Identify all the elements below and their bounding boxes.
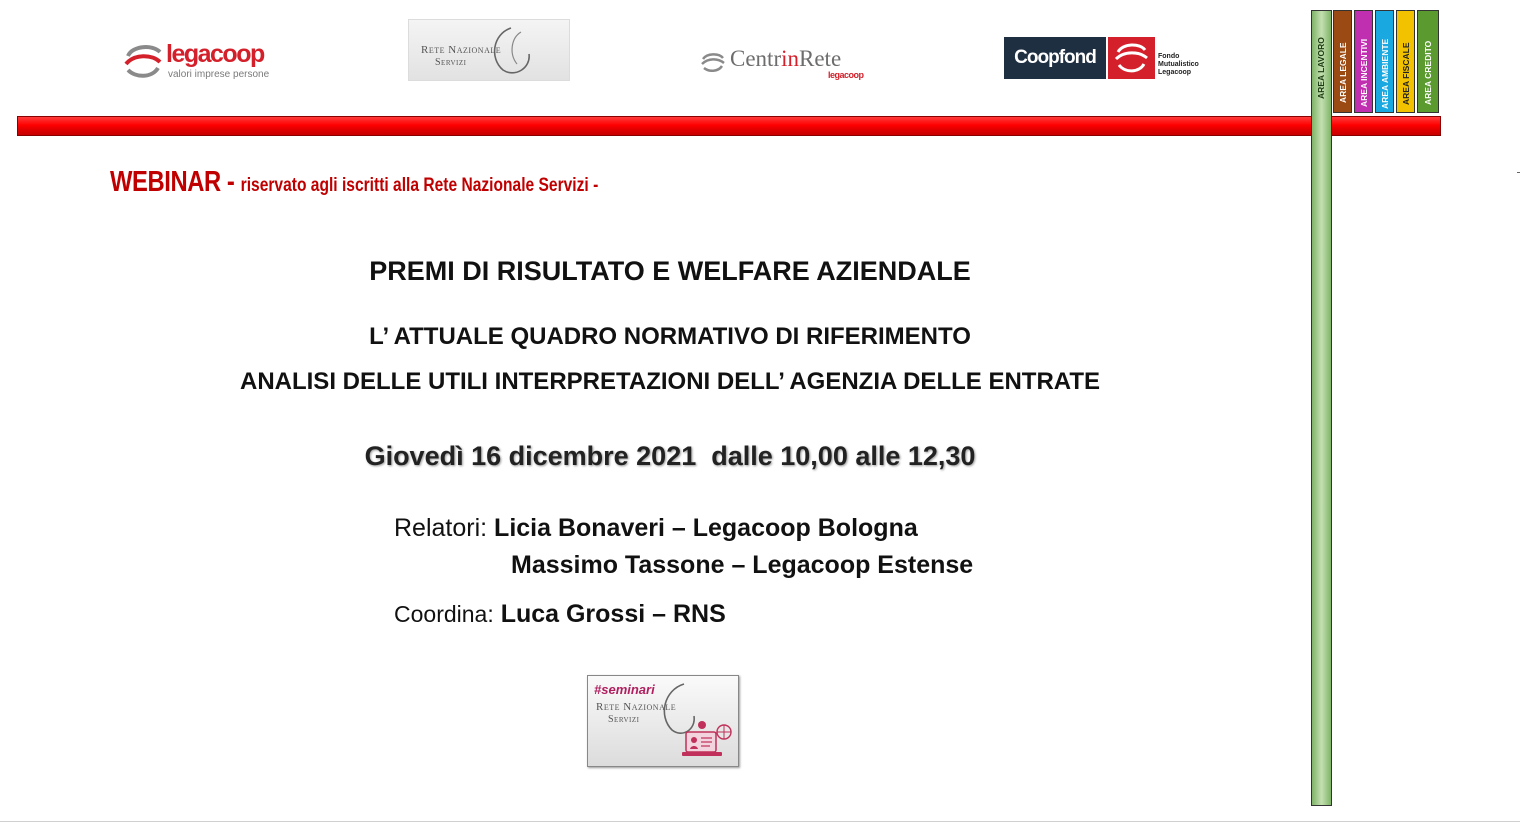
speakers-line-2 [511, 551, 973, 580]
webinar-note: riservato agli iscritti alla Rete Nazionale Servizi - [240, 175, 599, 196]
area-tab-label: AREA CREDITO [1423, 40, 1433, 105]
coordinator-line [394, 600, 726, 629]
subtitle-1: L’ ATTUALE QUADRO NORMATIVO DI RIFERIMENTO [369, 323, 971, 350]
seminari-line2: Servizi [608, 714, 640, 725]
speakers-line-1 [394, 514, 918, 543]
area-tab-label: AREA LAVORO [1316, 37, 1326, 99]
speaker-1: Licia Bonaveri – Legacoop Bologna [494, 514, 918, 542]
speakers-label: Relatori: [394, 514, 488, 542]
area-tab-label: AREA FISCALE [1401, 42, 1411, 105]
area-tab-label: AREA AMBIENTE [1380, 38, 1390, 109]
legacoop-wordmark: legacoop [166, 40, 264, 68]
centrinrete-sub: legacoop [828, 70, 864, 80]
area-tab-fiscale[interactable] [1396, 10, 1415, 113]
legacoop-logo [122, 38, 272, 84]
coopfond-wordmark: Coopfond [1004, 37, 1106, 79]
area-tab-label: AREA LEGALE [1338, 42, 1348, 103]
rns-logo [408, 19, 570, 81]
coordinator-label: Coordina: [394, 601, 494, 627]
seminari-line1: Rete Nazionale [596, 701, 677, 713]
area-tab-credito[interactable] [1417, 10, 1439, 113]
rns-line1: Rete Nazionale [421, 44, 502, 56]
centrinrete-symbol-icon [700, 50, 726, 72]
legacoop-symbol-icon [122, 40, 164, 80]
speaker-2: Massimo Tassone – Legacoop Estense [511, 551, 974, 579]
coopfond-symbol-icon [1108, 37, 1155, 79]
area-tab-lavoro[interactable] [1311, 10, 1332, 806]
area-tab-incentivi[interactable] [1354, 10, 1373, 113]
page-title: PREMI DI RISULTATO E WELFARE AZIENDALE [369, 256, 971, 286]
coopfond-text: Fondo Mutualistico Legacoop [1158, 53, 1199, 76]
seminari-logo [587, 675, 739, 767]
header-red-bar [17, 116, 1441, 136]
coopfond-symbol [1108, 37, 1155, 79]
centrinrete-wordmark: CentrinRete [730, 46, 842, 71]
event-date: Giovedì 16 dicembre 2021 dalle 10,00 alle 12,30 [364, 441, 976, 471]
centrinrete-logo [700, 44, 880, 84]
seminari-tag: #seminari [594, 682, 655, 697]
legacoop-tagline: valori imprese persone [168, 69, 270, 80]
subtitle-2: ANALISI DELLE UTILI INTERPRETAZIONI DELL’ AGENZIA DELLE ENTRATE [239, 368, 1100, 395]
area-tab-label: AREA INCENTIVI [1359, 38, 1369, 107]
area-tab-legale[interactable] [1333, 10, 1352, 113]
bottom-divider [0, 821, 1520, 822]
coopfond-logo [1004, 37, 1214, 79]
webinar-heading: WEBINAR - riservato agli iscritti alla Rete Nazionale Servizi - [110, 166, 599, 198]
coordinator-name: Luca Grossi – RNS [500, 600, 726, 628]
webinar-laptop-icon [680, 718, 736, 764]
area-tab-ambiente[interactable] [1375, 10, 1394, 113]
webinar-label: WEBINAR [110, 166, 221, 198]
rns-line2: Servizi [435, 57, 467, 68]
